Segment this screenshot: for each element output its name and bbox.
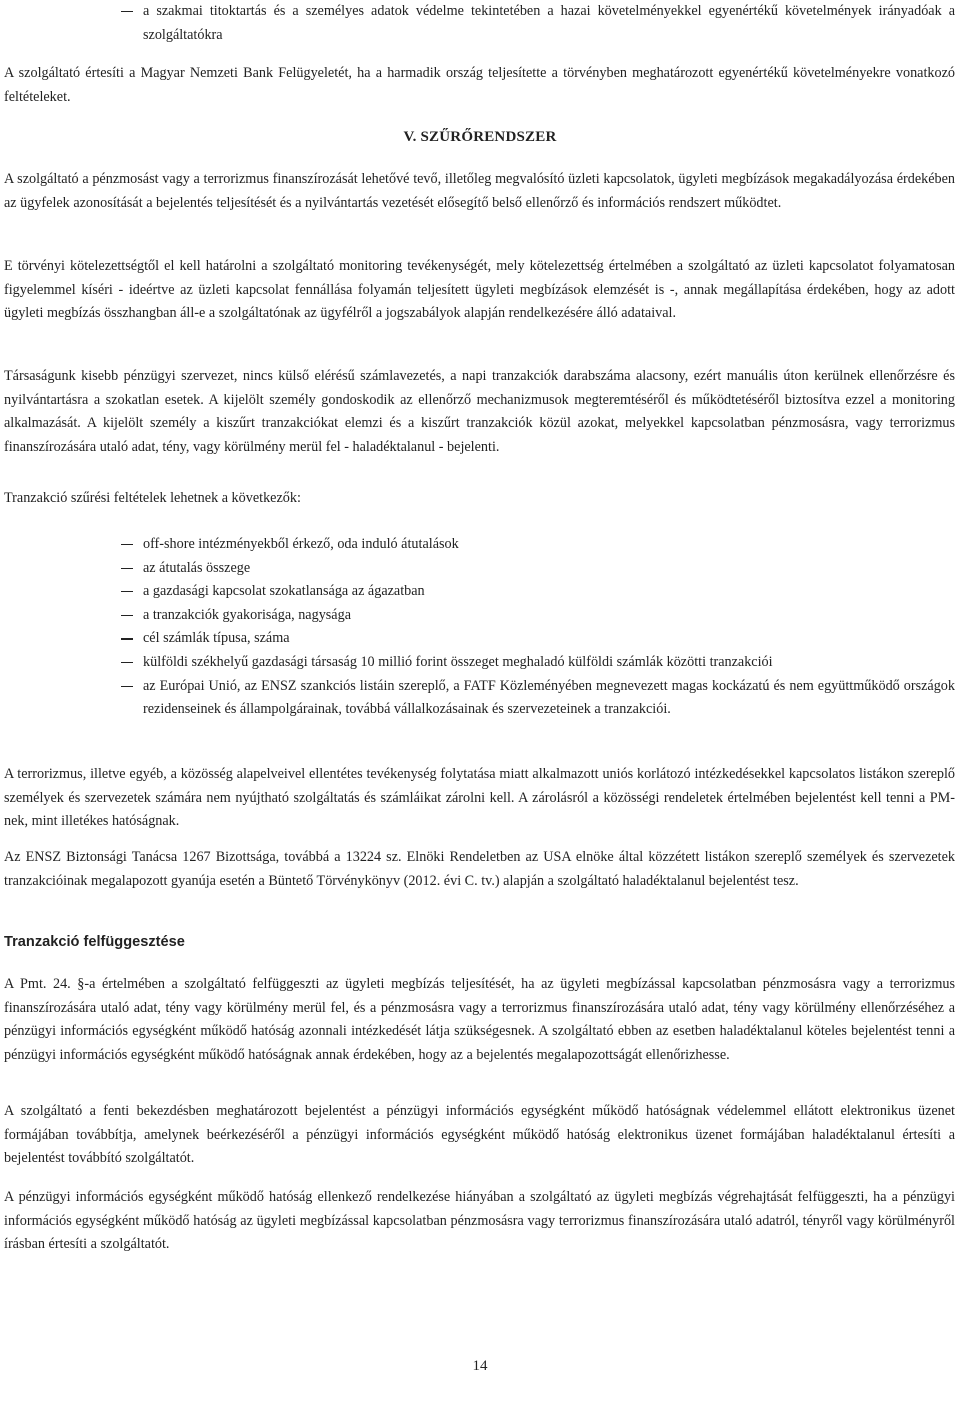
subsection-heading: Tranzakció felfüggesztése (4, 934, 185, 950)
paragraph-monitoring: E törvényi kötelezettségtől el kell határolni a szolgáltató monitoring tevékenységét, mely kötelezettség értelmében a szolgáltató az üzleti kapcsolatot folyamatosan figyelemmel kíséri - ideértve az üzleti kapcsolat fennállása folyamán teljesített ügyleti megbízások elemzését is -, annak megállapítása érdekében, hogy az adott ügyleti megbízás összhangban áll-e a szolgáltatónak az ügyfélről a jogszabályok alapján rendelkezésére álló adataival. (4, 258, 955, 322)
list-item-text: a gazdasági kapcsolat szokatlansága az ágazatban (143, 583, 425, 600)
paragraph-filter-system: A szolgáltató a pénzmosást vagy a terrorizmus finanszírozását lehetővé tevő, illetőleg megvalósító üzleti kapcsolatok, ügyleti megbízások megakadályozása érdekében az ügyfelek azonosítását a bejelentés teljesítését és a nyilvántartás vezetését elősegítő belső ellenőrző és információs rendszert működtet. (4, 171, 955, 211)
paragraph-filter-intro: Tranzakció szűrési feltételek lehetnek a következők: (4, 490, 301, 506)
list-item-text: a szakmai titoktartás és a személyes adatok védelme tekintetében a hazai követelményekkel egyenértékű követelmények irányadóak a szolgáltatókra (143, 3, 955, 43)
top-bullet-list (0, 0, 955, 47)
list-item (0, 675, 955, 722)
list-item (0, 533, 955, 557)
paragraph-un-lists: Az ENSZ Biztonsági Tanácsa 1267 Bizottsága, továbbá a 13224 sz. Elnöki Rendeletben az USA elnöke által közzétett listákon szereplő személyek és szervezetek tranzakcióinak megalapozott gyanúja esetén a Büntető Törvénykönyv (2012. évi C. tv.) alapján a szolgáltató haladéktalanul bejelentést tesz. (4, 849, 955, 889)
list-item (0, 604, 955, 628)
list-item (0, 580, 955, 604)
section-heading: V. SZŰRŐRENDSZER (403, 129, 557, 145)
list-item (0, 627, 955, 651)
list-item-text: cél számlák típusa, száma (143, 630, 290, 647)
paragraph-notification: A szolgáltató értesíti a Magyar Nemzeti Bank Felügyeletét, ha a harmadik ország teljesítette a törvényben meghatározott egyenértékű követelményekre vonatkozó feltételeket. (4, 65, 955, 105)
list-item (0, 557, 955, 581)
page-number: 14 (472, 1358, 488, 1374)
list-item-text: külföldi székhelyű gazdasági társaság 10 millió forint összeget meghaladó külföldi számlák közötti tranzakciói (143, 653, 773, 670)
paragraph-authority-notice: A pénzügyi információs egységként működő hatóság ellenkező rendelkezése hiányában a szolgáltató az ügyleti megbízás végrehajtását felfüggeszti, ha a pénzügyi információs egységként működő hatóság az ügyleti megbízással kapcsolatban pénzmosásra vagy terrorizmus finanszírozására utaló adatról, tényről vagy körülményről írásban értesíti a szolgáltatót. (4, 1189, 955, 1253)
filter-conditions-list (0, 533, 955, 722)
paragraph-electronic-report: A szolgáltató a fenti bekezdésben meghatározott bejelentést a pénzügyi információs egységként működő hatóságnak védelemmel ellátott elektronikus üzenet formájában továbbítja, amelynek beérkezéséről a pénzügyi információs egységként működő hatóság elektronikus üzenet formájában haladéktalanul értesíti a bejelentést továbbító szolgáltatót. (4, 1103, 955, 1167)
list-item-text: a tranzakciók gyakorisága, nagysága (143, 606, 351, 623)
list-item (0, 651, 955, 675)
paragraph-suspension: A Pmt. 24. §-a értelmében a szolgáltató felfüggeszti az ügyleti megbízás teljesítését, ha az ügyleti megbízással kapcsolatban pénzmosásra vagy a terrorizmus finanszírozására utaló adat, tény vagy körülmény merül fel, és a pénzmosásra vagy a terrorizmus finanszírozására utaló adat, tény vagy körülmény ellenőrzéséhez a pénzügyi információs egységként működő hatóság azonnali intézkedését látja szükségesnek. A szolgáltató ebben az esetben haladéktalanul köteles bejelentést tenni a pénzügyi információs egységként működő hatóságnak annak érdekében, hogy az a bejelentés megalapozottságát ellenőrizhesse. (4, 976, 955, 1063)
list-item (0, 0, 955, 47)
paragraph-company-size: Társaságunk kisebb pénzügyi szervezet, nincs külső elérésű számlavezetés, a napi tranzakciók darabszáma alacsony, ezért manuális úton kerülnek ellenőrzésre és nyilvántartásra a szokatlan esetek. A kijelölt személy gondoskodik az ellenőrző mechanizmusok megteremtéséről és működtetéséről biztosítva ezzel a monitoring alkalmazását. A kijelölt személy a kiszűrt tranzakciókat elemzi és a kiszűrt tranzakciók közül azokat, melyekkel kapcsolatban pénzmosásra, vagy terrorizmus finanszírozására utaló adat, tény, vagy körülmény merül fel - haladéktalanul - bejelenti. (4, 368, 955, 455)
paragraph-eu-restrictions: A terrorizmus, illetve egyéb, a közösség alapelveivel ellentétes tevékenység folytatása miatt alkalmazott uniós korlátozó intézkedésekkel kapcsolatos listákon szereplő személyek és szervezetek számára nem nyújtható szolgáltatás és számláikat zárolni kell. A zárolásról a közösségi rendeletek értelmében bejelentést kell tenni a PM-nek, mint illetékes hatóságnak. (4, 766, 955, 830)
list-item-text: az átutalás összege (143, 559, 251, 576)
list-item-text: off-shore intézményekből érkező, oda induló átutalások (143, 536, 459, 552)
list-item-text: az Európai Unió, az ENSZ szankciós listáin szereplő, a FATF Közleményében megnevezett magas kockázatú és nem együttműködő országok rezidenseinek és állampolgárainak, továbbá vállalkozásainak és szervezeteinek a tranzakciói. (143, 677, 955, 718)
